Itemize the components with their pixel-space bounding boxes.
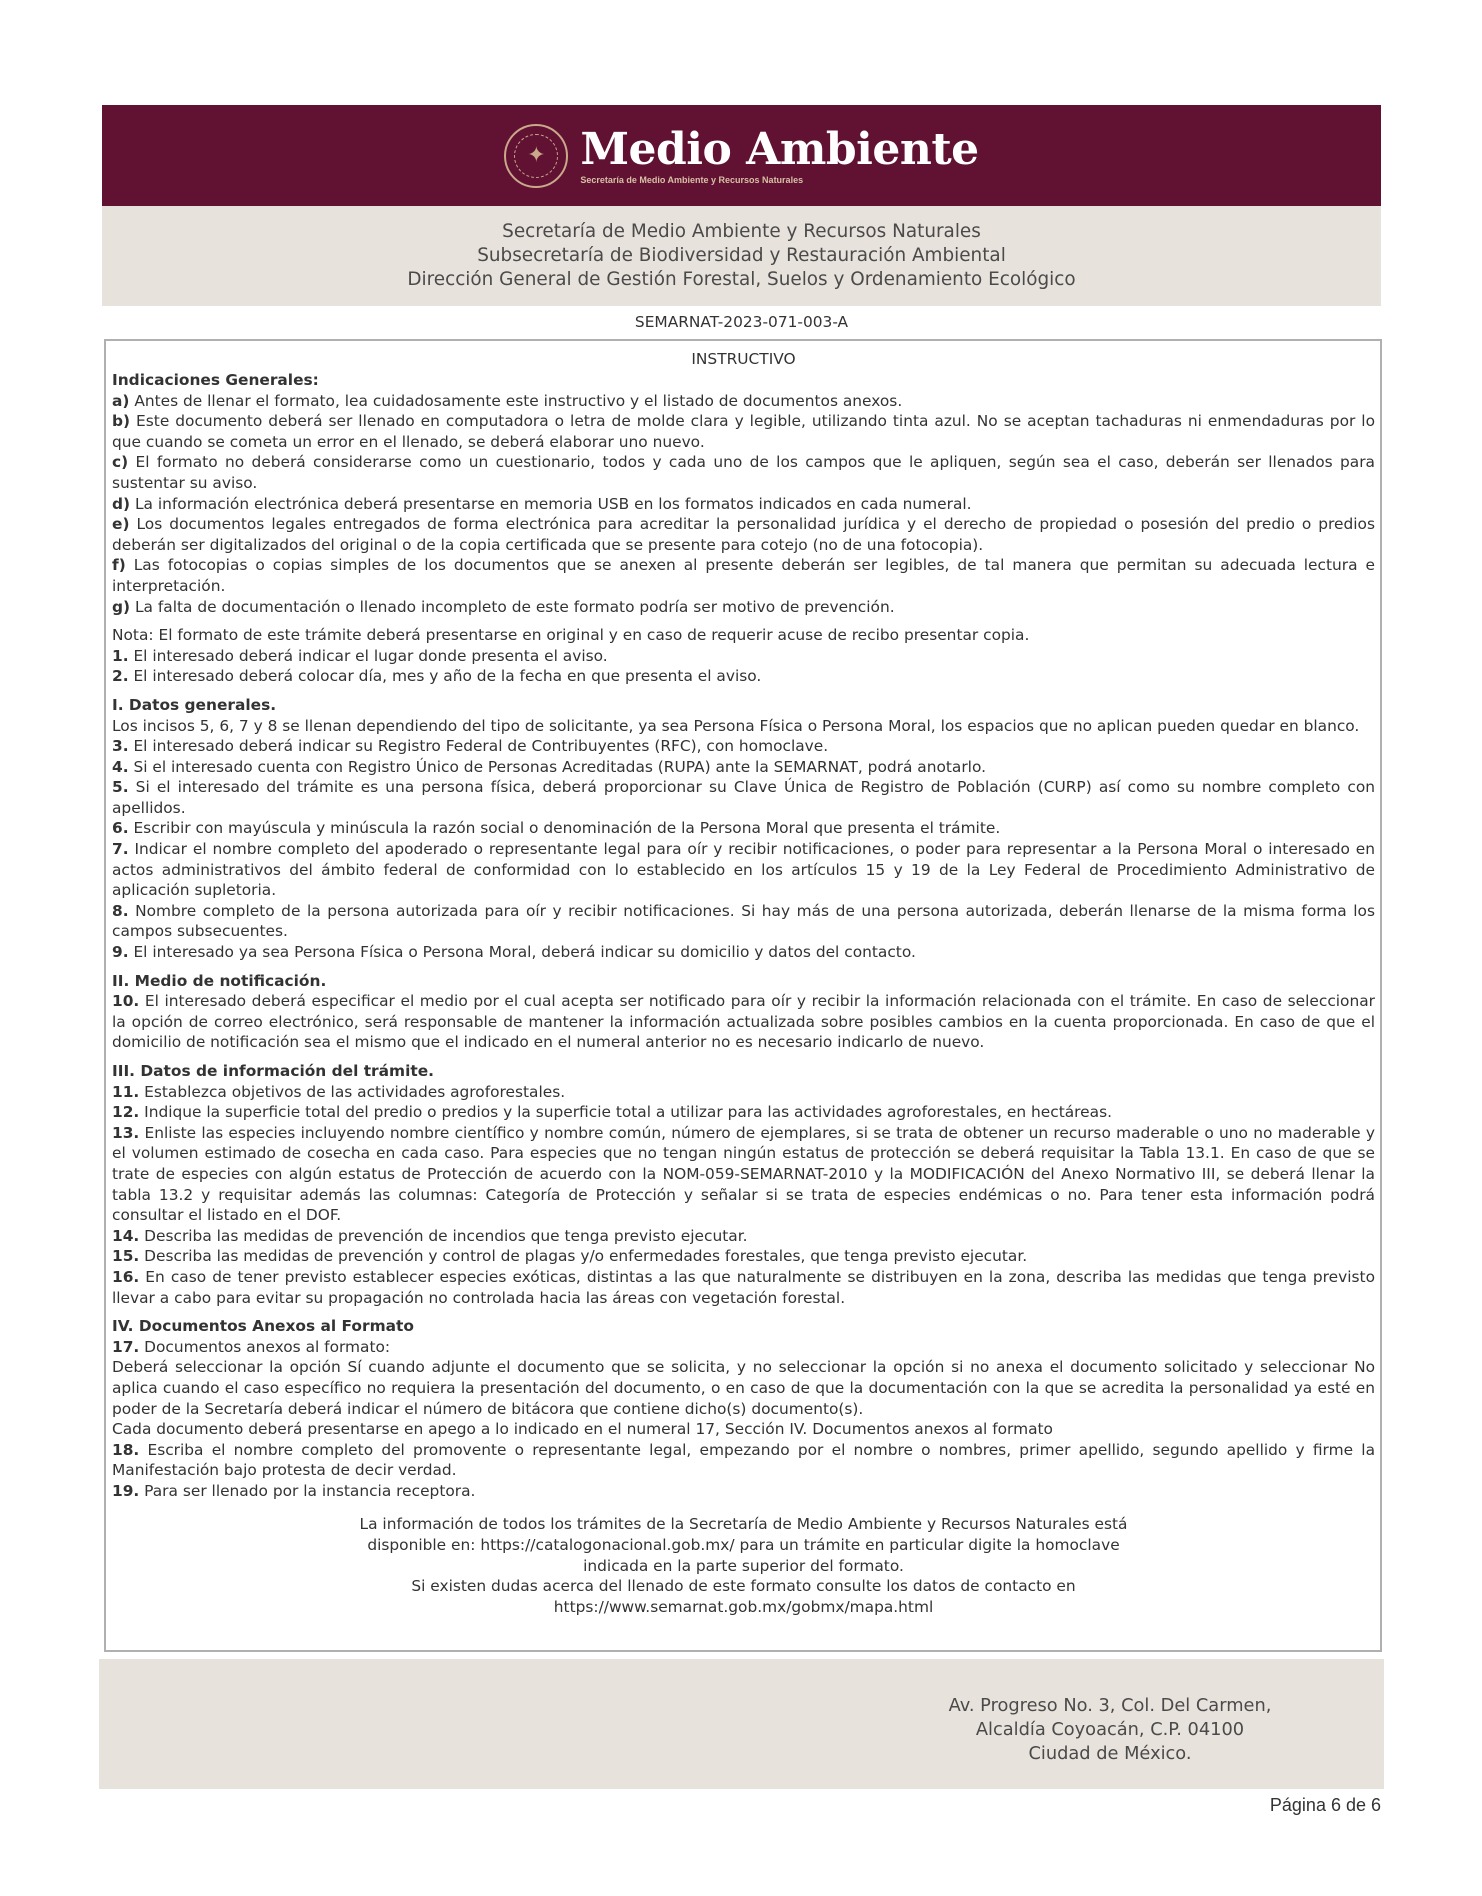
list-item xyxy=(112,514,1375,555)
item-key: e) xyxy=(112,515,130,534)
item-17-text: Documentos anexos al formato: xyxy=(139,1337,391,1356)
info-note-line: indicada en la parte superior del formato. xyxy=(583,1556,904,1575)
item-text: Describa las medidas de prevención de incendios que tenga previsto ejecutar. xyxy=(139,1226,748,1245)
item-text: El interesado deberá indicar el lugar donde presenta el aviso. xyxy=(128,646,608,665)
item-text: Indique la superficie total del predio o predios y la superficie total a utilizar para las actividades agroforestales, en hectáreas. xyxy=(139,1103,1112,1122)
agency-line-1: Secretaría de Medio Ambiente y Recursos Naturales xyxy=(502,221,981,242)
section-1-heading: I. Datos generales. xyxy=(112,695,277,714)
item-text: Si el interesado del trámite es una persona física, deberá proporcionar su Clave Única de Registro de Población (CURP) así como su nombre completo con apellidos. xyxy=(112,778,1375,817)
section-4-para-1: Deberá seleccionar la opción Sí cuando adjunte el documento que se solicita, y no seleccionar la opción si no anexa el documento solicitado y seleccionar No aplica cuando el caso específico no requiera la presentación del documento, o en caso de que la documentación con la que se acredita la personalidad ya esté en poder de la Secretaría deberá indicar el número de bitácora que contiene dicho(s) documento(s). xyxy=(112,1358,1375,1418)
list-item xyxy=(112,1082,1375,1103)
list-item xyxy=(112,666,1375,687)
section-3-heading: III. Datos de información del trámite. xyxy=(112,1062,434,1080)
item-key: 3. xyxy=(112,737,129,756)
address-line-1: Av. Progreso No. 3, Col. Del Carmen, xyxy=(948,1695,1272,1716)
item-text: Los documentos legales entregados de forma electrónica para acreditar la personalidad jurídica y el derecho de propiedad o posesión del predio o predios deberán ser digitalizados del original o de la copia certificada que se presente para cotejo (no de una fotocopia). xyxy=(112,515,1375,554)
item-key: 1. xyxy=(112,646,129,665)
item-text: Este documento deberá ser llenado en computadora o letra de molde clara y legible, utilizando tinta azul. No se aceptan tachaduras ni enmendaduras por lo que cuando se cometa un error en el llenado, se deberá elaborar uno nuevo. xyxy=(112,412,1375,451)
section-4-para-2: Cada documento deberá presentarse en apego a lo indicado en el numeral 17, Sección IV. Documentos anexos al formato xyxy=(112,1420,1053,1439)
list-item xyxy=(112,1481,1375,1502)
info-note-line: Si existen dudas acerca del llenado de este formato consulte los datos de contacto en xyxy=(411,1577,1076,1596)
nota: Nota: El formato de este trámite deberá presentarse en original y en caso de requerir acuse de recibo presentar copia. xyxy=(112,626,1030,645)
item-text: Establezca objetivos de las actividades agroforestales. xyxy=(139,1082,566,1101)
item-key: g) xyxy=(112,597,131,616)
item-key: a) xyxy=(112,391,130,410)
brand-subtitle: Secretaría de Medio Ambiente y Recursos Naturales xyxy=(580,174,804,185)
item-text: Las fotocopias o copias simples de los documentos que se anexen al presente deberán ser legibles, de tal manera que permitan su adecuada lectura e interpretación. xyxy=(112,556,1375,595)
list-item xyxy=(112,452,1375,493)
item-text: Antes de llenar el formato, lea cuidadosamente este instructivo y el listado de documentos anexos. xyxy=(129,391,903,410)
list-item xyxy=(112,901,1375,942)
general-list xyxy=(112,391,1375,618)
list-item xyxy=(112,1123,1375,1226)
instructions-title: INSTRUCTIVO xyxy=(691,350,796,368)
info-note xyxy=(112,1514,1375,1617)
section-2-heading: II. Medio de notificación. xyxy=(112,971,327,990)
brand-title: Medio Ambiente xyxy=(580,123,979,175)
item-key: 8. xyxy=(112,901,129,920)
item-text: El formato no deberá considerarse como un cuestionario, todos y cada uno de los campos que le apliquen, según sea el caso, deberán ser llenados para sustentar su aviso. xyxy=(112,453,1375,492)
list-item xyxy=(112,411,1375,452)
item-key: 18. xyxy=(112,1440,140,1459)
list-item xyxy=(112,1440,1375,1481)
agency-header xyxy=(102,206,1381,306)
item-text: En caso de tener previsto establecer especies exóticas, distintas a las que naturalmente se distribuyen en la zona, describa las medidas que tenga previsto llevar a cabo para evitar su propagación no controlada hacia las áreas con vegetación forestal. xyxy=(112,1267,1375,1307)
section-1-intro: Los incisos 5, 6, 7 y 8 se llenan dependiendo del tipo de solicitante, ya sea Persona Física o Persona Moral, los espacios que no aplican pueden quedar en blanco. xyxy=(112,716,1360,735)
item-text: El interesado ya sea Persona Física o Persona Moral, deberá indicar su domicilio y datos del contacto. xyxy=(128,943,916,962)
item-key: 5. xyxy=(112,778,129,797)
item-key: 16. xyxy=(112,1267,140,1286)
address-line-2: Alcaldía Coyoacán, C.P. 04100 xyxy=(975,1719,1245,1740)
list-item xyxy=(112,391,1375,412)
item-text: Enliste las especies incluyendo nombre científico y nombre común, número de ejemplares, si se trata de obtener un recurso maderable o uno no maderable y el volumen estimado de cosecha en cada caso. Para especies que no tengan ningún estatus de protección se deberá requisitar la Tabla 13.1. En caso de que se trate de especies con algún estatus de Protección de acuerdo con la NOM-059-SEMARNAT-2010 y la MODIFICACIÓN del Anexo Normativo III, se deberá llenar la tabla 13.2 y requisitar además las columnas: Categoría de Protección y señalar si se trata de especies endémicas o no. Para tener esta información podrá consultar el listado en el DOF. xyxy=(112,1123,1375,1225)
item-text: El interesado deberá indicar su Registro Federal de Contribuyentes (RFC), con homoclave. xyxy=(128,737,829,756)
item-text: Nombre completo de la persona autorizada para oír y recibir notificaciones. Si hay más de una persona autorizada, deberán llenarse de la misma forma los campos subsecuentes. xyxy=(112,901,1375,941)
item-key: 4. xyxy=(112,757,129,776)
info-note-line: disponible en: https://catalogonacional.gob.mx/ para un trámite en particular digite la homoclave xyxy=(367,1536,1120,1555)
item-key: c) xyxy=(112,453,129,472)
list-item xyxy=(112,1267,1375,1308)
section-2-list xyxy=(112,991,1375,1053)
item-text: La información electrónica deberá presentarse en memoria USB en los formatos indicados en cada numeral. xyxy=(130,494,972,513)
item-text: La falta de documentación o llenado incompleto de este formato podría ser motivo de prevención. xyxy=(130,597,895,616)
list-item xyxy=(112,555,1375,596)
section-4-heading: IV. Documentos Anexos al Formato xyxy=(112,1317,414,1336)
item-17-key: 17. xyxy=(112,1337,140,1356)
item-key: 15. xyxy=(112,1247,140,1266)
list-item xyxy=(112,1246,1375,1267)
list-item xyxy=(112,757,1375,778)
item-text: Para ser llenado por la instancia receptora. xyxy=(139,1481,476,1500)
item-key: 11. xyxy=(112,1082,140,1101)
item-key: b) xyxy=(112,412,131,431)
list-item xyxy=(112,942,1375,963)
list-item xyxy=(112,494,1375,515)
section-1-list xyxy=(112,736,1375,963)
item-key: 6. xyxy=(112,819,129,838)
page-number: Página 6 de 6 xyxy=(1269,1795,1381,1815)
item-text: Escriba el nombre completo del promovente o representante legal, empezando por el nombre o nombres, primer apellido, segundo apellido y firme la Manifestación bajo protesta de decir verdad. xyxy=(112,1440,1375,1480)
item-17 xyxy=(112,1337,1375,1358)
section-4-list xyxy=(112,1440,1375,1502)
item-key: d) xyxy=(112,494,131,513)
coat-of-arms-icon: ✦ xyxy=(504,124,568,188)
general-heading: Indicaciones Generales: xyxy=(112,371,319,389)
item-key: 13. xyxy=(112,1123,140,1142)
item-text: Si el interesado cuenta con Registro Único de Personas Acreditadas (RUPA) ante la SEMARNAT, podrá anotarlo. xyxy=(128,757,987,776)
brand-logo xyxy=(580,123,979,185)
list-item xyxy=(112,1226,1375,1247)
agency-line-2: Subsecretaría de Biodiversidad y Restauración Ambiental xyxy=(477,245,1006,266)
address-block xyxy=(910,1694,1310,1766)
info-note-line: https://www.semarnat.gob.mx/gobmx/mapa.html xyxy=(553,1597,934,1616)
item-key: 19. xyxy=(112,1481,140,1500)
nota-list xyxy=(112,646,1375,687)
item-key: f) xyxy=(112,556,126,575)
list-item xyxy=(112,646,1375,667)
item-text: El interesado deberá colocar día, mes y año de la fecha en que presenta el aviso. xyxy=(128,667,762,686)
item-key: 2. xyxy=(112,667,129,686)
list-item xyxy=(112,736,1375,757)
item-key: 9. xyxy=(112,943,129,962)
list-item xyxy=(112,777,1375,818)
item-text: El interesado deberá especificar el medio por el cual acepta ser notificado para oír y recibir la información relacionada con el trámite. En caso de seleccionar la opción de correo electrónico, será responsable de mantener la información actualizada sobre posibles cambios en la cuenta proporcionada. En caso de que el domicilio de notificación sea el mismo que el indicado en el numeral anterior no es necesario indicarlo de nuevo. xyxy=(112,992,1375,1052)
section-3-list xyxy=(112,1082,1375,1309)
address-line-3: Ciudad de México. xyxy=(1028,1743,1192,1764)
item-key: 12. xyxy=(112,1103,140,1122)
list-item xyxy=(112,991,1375,1053)
item-text: Indicar el nombre completo del apoderado o representante legal para oír y recibir notificaciones, o poder para representar a la Persona Moral o interesado en actos administrativos del ámbito federal de conformidad con lo establecido en los artículos 15 y 19 de la Ley Federal de Procedimiento Administrativo de aplicación supletoria. xyxy=(112,840,1375,900)
agency-line-3: Dirección General de Gestión Forestal, Suelos y Ordenamiento Ecológico xyxy=(407,269,1076,290)
info-note-line: La información de todos los trámites de la Secretaría de Medio Ambiente y Recursos Naturales está xyxy=(359,1515,1128,1534)
item-text: Describa las medidas de prevención y control de plagas y/o enfermedades forestales, que tenga previsto ejecutar. xyxy=(139,1247,1028,1266)
list-item xyxy=(112,597,1375,618)
item-key: 14. xyxy=(112,1226,140,1245)
header-banner xyxy=(102,105,1381,206)
item-key: 7. xyxy=(112,840,129,859)
form-code: SEMARNAT-2023-071-003-A xyxy=(634,313,849,331)
list-item xyxy=(112,1102,1375,1123)
instructions-box xyxy=(104,339,1382,1652)
item-key: 10. xyxy=(112,992,140,1011)
list-item xyxy=(112,839,1375,901)
item-text: Escribir con mayúscula y minúscula la razón social o denominación de la Persona Moral que presenta el trámite. xyxy=(128,819,1001,838)
list-item xyxy=(112,818,1375,839)
